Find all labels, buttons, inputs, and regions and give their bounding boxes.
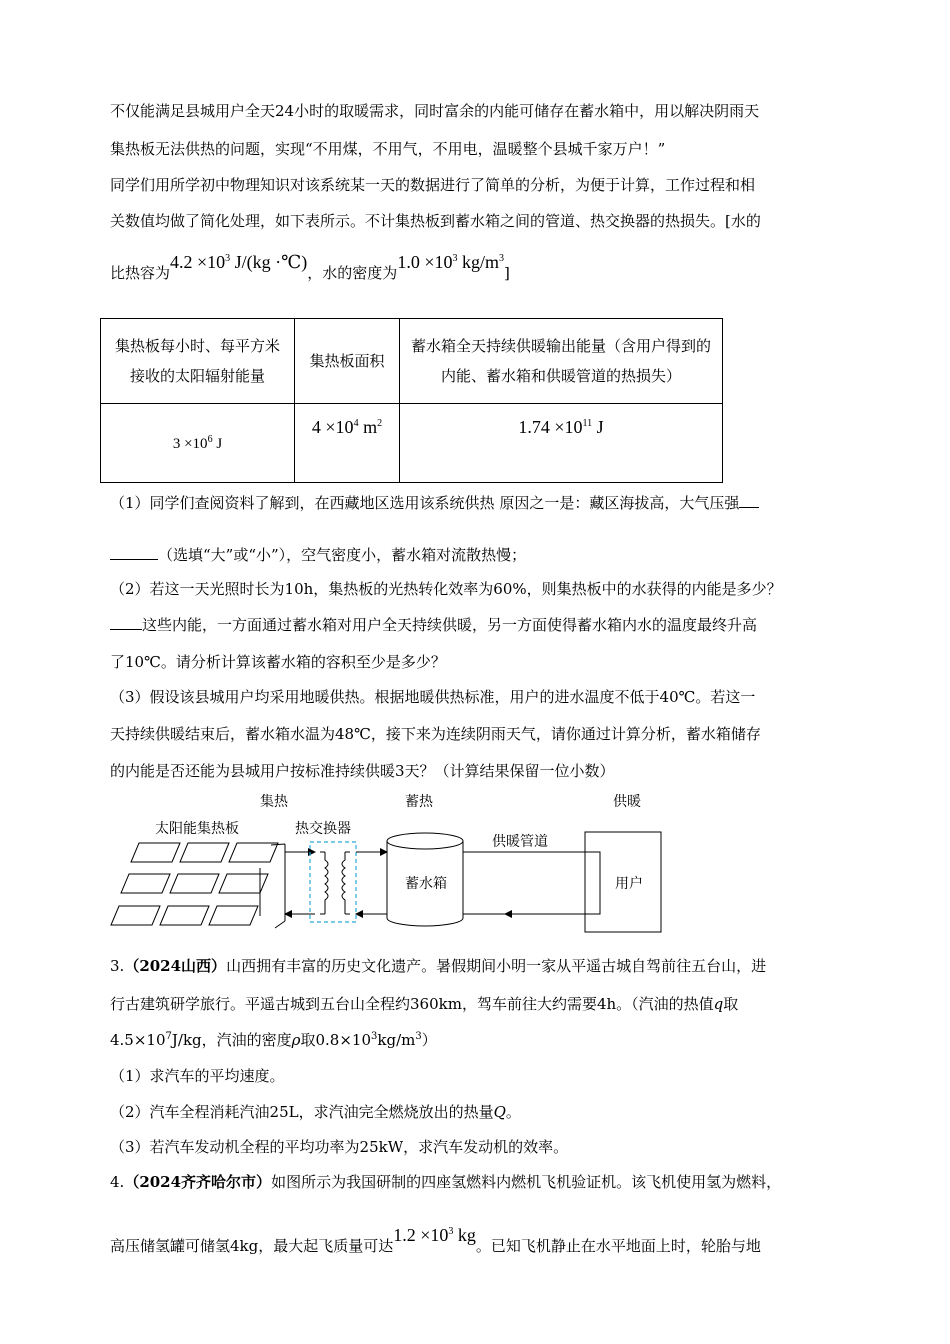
problem-4-line-1: 4.（2024齐齐哈尔市）如图所示为我国研制的四座氢燃料内燃机飞机验证机。该飞机使用氢为燃料， <box>110 1173 782 1191</box>
question-3-line-1: （3）假设该县城用户均采用地暖供热。根据地暖供热标准，用户的进水温度不低于40℃。若这一 <box>110 688 756 706</box>
problem-4-line-2: 高压储氢罐可储氢4kg，最大起飞质量可达$1.2 \times 10^3$ kg。已知飞机静止在水平地面上时，轮胎与地 <box>110 1225 761 1255</box>
label-supply: 供暖 <box>613 794 641 810</box>
problem-3-line-2: 行古建筑研学旅行。平遥古城到五台山全程约360km，驾车前往大约需要4h。（汽油的热值q取 <box>110 995 739 1013</box>
specific-heat-formula: $4.2 \times 10^3$ J/(kg ·℃) <box>170 252 308 272</box>
question-2-line-1: （2）若这一天光照时长为10h，集热板的光热转化效率为60%，则集热板中的水获得的内能是多少？ <box>110 580 782 598</box>
table-cell-radiation: $3 \times 10^6$ J <box>101 404 295 483</box>
label-store: 蓄热 <box>405 794 433 810</box>
intro-line-2: 集热板无法供热的问题，实现“不用煤，不用气，不用电，温暖整个县城千家万户！” <box>110 140 666 158</box>
question-3-line-3: 的内能是否还能为县城用户按标准持续供暖3天？（计算结果保留一位小数） <box>110 762 615 780</box>
mass-formula: $1.2 \times 10^3$ kg <box>393 1225 476 1245</box>
solar-panel-icon <box>111 843 285 928</box>
intro-line-5: 比热容为$4.2 \times 10^3$ J/(kg ·℃)，水的密度为$1.0 \times 10^3$ $kg/m^3$] <box>110 252 510 282</box>
question-1-line-1: （1）同学们查阅资料了解到，在西藏地区选用该系统供热 原因之一是：藏区海拔高，大气压强 <box>110 493 759 513</box>
label-collect: 集热 <box>260 794 288 810</box>
question-2-line-3: 了10℃。请分析计算该蓄水箱的容积至少是多少？ <box>110 653 446 671</box>
label-heating-pipe: 供暖管道 <box>492 834 548 850</box>
intro-line-1: 不仅能满足县城用户全天24小时的取暖需求，同时富余的内能可储存在蓄水箱中，用以解决阴雨天 <box>110 102 760 120</box>
data-table <box>100 318 723 483</box>
label-user: 用户 <box>615 876 643 892</box>
table-header-output: 蓄水箱全天持续供暖输出能量（含用户得到的内能、蓄水箱和供暖管道的热损失） <box>400 319 723 404</box>
density-formula: $1.0 \times 10^3$ $kg/m^3$ <box>397 252 504 272</box>
problem-3-sub-1: （1）求汽车的平均速度。 <box>110 1067 285 1085</box>
heat-exchanger-icon <box>310 842 356 922</box>
problem-3-sub-2: （2）汽车全程消耗汽油25L，求汽油完全燃烧放出的热量Q。 <box>110 1103 521 1121</box>
table-cell-output: $1.74 \times 10^{11}$ J <box>400 404 723 483</box>
label-heat-exchanger: 热交换器 <box>295 821 351 837</box>
table-header-area: 集热板面积 <box>295 319 400 404</box>
label-tank: 蓄水箱 <box>405 876 447 892</box>
problem-3-source: （2024山西） <box>124 957 227 975</box>
heating-system-diagram <box>105 788 665 933</box>
intro-line-4: 关数值均做了简化处理，如下表所示。不计集热板到蓄水箱之间的管道、热交换器的热损失。[水的 <box>110 212 761 230</box>
problem-3-line-3: $4.5\times 10^7J/kg$，汽油的密度ρ取$0.8\times 10^3kg/m^3$） <box>110 1031 437 1049</box>
label-solar-panel: 太阳能集热板 <box>155 821 239 837</box>
table-header-radiation: 集热板每小时、每平方米接收的太阳辐射能量 <box>101 319 295 404</box>
table-cell-area: $4 \times 10^4$ $m^2$ <box>295 404 400 483</box>
problem-4-source: （2024齐齐哈尔市） <box>124 1173 272 1191</box>
question-3-line-2: 天持续供暖结束后，蓄水箱水温为48℃，接下来为连续阴雨天气，请你通过计算分析，蓄水箱储存 <box>110 725 761 743</box>
problem-3-sub-3: （3）若汽车发动机全程的平均功率为25kW，求汽车发动机的效率。 <box>110 1138 569 1156</box>
intro-line-3: 同学们用所学初中物理知识对该系统某一天的数据进行了简单的分析，为便于计算，工作过程和相 <box>110 176 756 194</box>
question-2-line-2: 这些内能，一方面通过蓄水箱对用户全天持续供暖，另一方面使得蓄水箱内水的温度最终升高 <box>110 615 757 635</box>
question-1-line-2: （选填“大”或“小”），空气密度小，蓄水箱对流散热慢； <box>110 545 526 565</box>
problem-3-line-1: 3.（2024山西）山西拥有丰富的历史文化遗产。暑假期间小明一家从平遥古城自驾前往五台山，进 <box>110 957 767 975</box>
